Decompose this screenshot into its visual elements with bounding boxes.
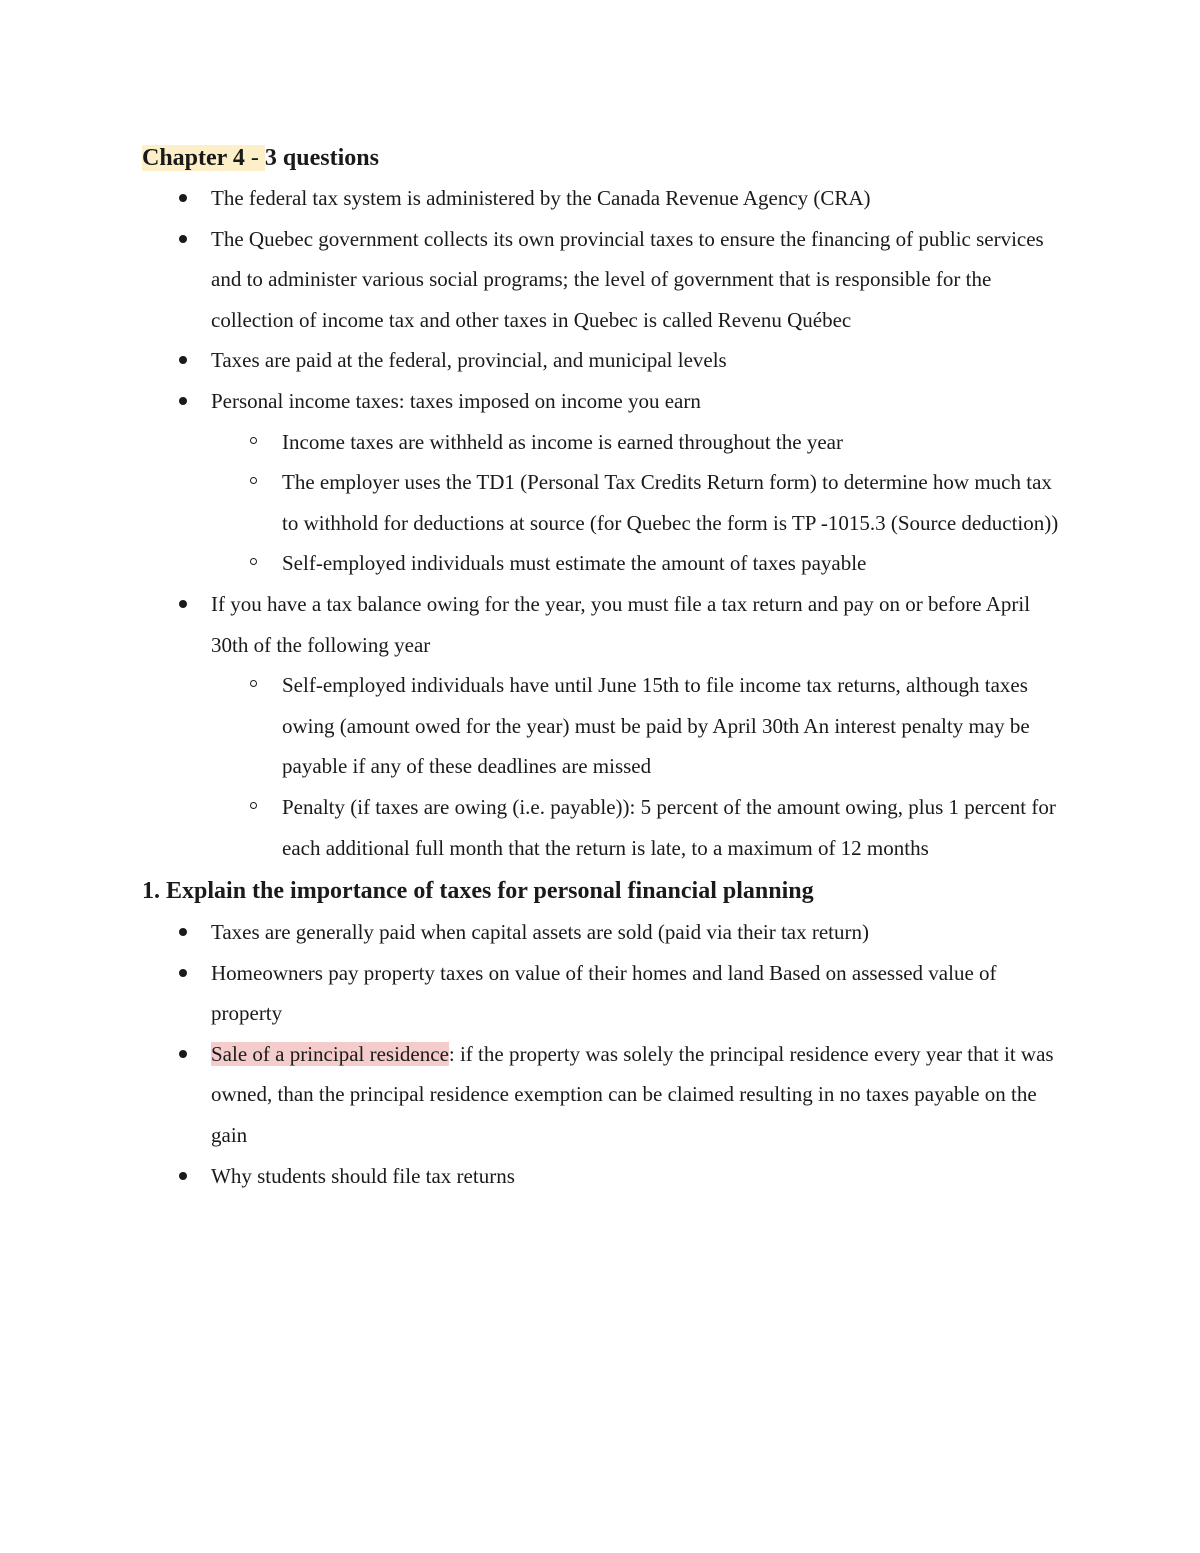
section-heading: 1. Explain the importance of taxes for personal financial planning [142, 878, 814, 905]
sub-list-item [211, 787, 1062, 868]
list-item [142, 912, 1062, 953]
list-item [142, 381, 1062, 584]
document-content [142, 138, 1062, 1196]
list-item-text: Homeowners pay property taxes on value of their homes and land Based on assessed value of property [211, 960, 997, 1026]
hollow-bullet-icon [250, 477, 257, 484]
list-item-text: Personal income taxes: taxes imposed on income you earn [211, 388, 701, 413]
bullet-icon [179, 356, 187, 364]
intro-bullet-list [142, 178, 1062, 868]
hollow-bullet-icon [250, 680, 257, 687]
sub-list-item [211, 543, 1062, 584]
list-item [142, 584, 1062, 868]
list-item [142, 1156, 1062, 1197]
bullet-icon [179, 194, 187, 202]
list-item [142, 178, 1062, 219]
sub-list-item [211, 422, 1062, 463]
list-item [142, 219, 1062, 341]
section-bullet-list [142, 912, 1062, 1196]
list-item-text: Taxes are generally paid when capital assets are sold (paid via their tax return) [211, 920, 870, 945]
list-item-text: If you have a tax balance owing for the year, you must file a tax return and pay on or before April 30th of the following year [211, 591, 1031, 657]
highlighted-term: Sale of a principal residence [211, 1041, 449, 1066]
list-item-text: The federal tax system is administered by the Canada Revenue Agency (CRA) [211, 186, 871, 210]
hollow-bullet-icon [250, 437, 257, 444]
sub-bullet-list [211, 665, 1062, 868]
bullet-icon [179, 397, 187, 405]
sub-list-item [211, 665, 1062, 787]
list-item [142, 1034, 1062, 1156]
sub-list-item-text: Self-employed individuals must estimate the amount of taxes payable [282, 551, 867, 576]
list-item [142, 340, 1062, 381]
questions-label: 3 questions [264, 145, 379, 171]
hollow-bullet-icon [250, 802, 257, 809]
sub-list-item [211, 462, 1062, 543]
list-item-text: : if the property was solely the principal residence every year that it was owned, than the principal residence exemption can be claimed resulting in no taxes payable on the gain [211, 1041, 1054, 1148]
sub-list-item-text: Penalty (if taxes are owing (i.e. payable)): 5 percent of the amount owing, plus 1 percent for each additional full month that the return is late, to a maximum of 12 months [282, 794, 1056, 860]
sub-list-item-text: Income taxes are withheld as income is earned throughout the year [282, 429, 843, 454]
list-item-text: The Quebec government collects its own provincial taxes to ensure the financing of public services and to administer various social programs; the level of government that is responsible for the collection of income tax and other taxes in Quebec is called Revenu Québec [211, 226, 1044, 332]
bullet-icon [179, 928, 187, 936]
bullet-icon [179, 600, 187, 608]
heading-dash: - [244, 145, 265, 171]
list-item-text: Why students should file tax returns [211, 1163, 515, 1188]
list-item [142, 953, 1062, 1034]
bullet-icon [179, 1050, 187, 1058]
sub-list-item-text: The employer uses the TD1 (Personal Tax Credits Return form) to determine how much tax to withhold for deductions at source (for Quebec the form is TP -1015.3 (Source deduction)) [282, 470, 1059, 535]
list-item-text: Taxes are paid at the federal, provincial, and municipal levels [211, 348, 727, 373]
chapter-label: Chapter 4 [142, 145, 245, 171]
bullet-icon [179, 969, 187, 977]
bullet-icon [179, 1172, 187, 1180]
sub-list-item-text: Self-employed individuals have until June 15th to file income tax returns, although taxes owing (amount owed for the year) must be paid by April 30th An interest penalty may be payable if any of these deadlines are missed [282, 673, 1030, 779]
hollow-bullet-icon [250, 558, 257, 565]
sub-bullet-list [211, 422, 1062, 584]
bullet-icon [179, 235, 187, 243]
chapter-heading [142, 138, 1062, 178]
